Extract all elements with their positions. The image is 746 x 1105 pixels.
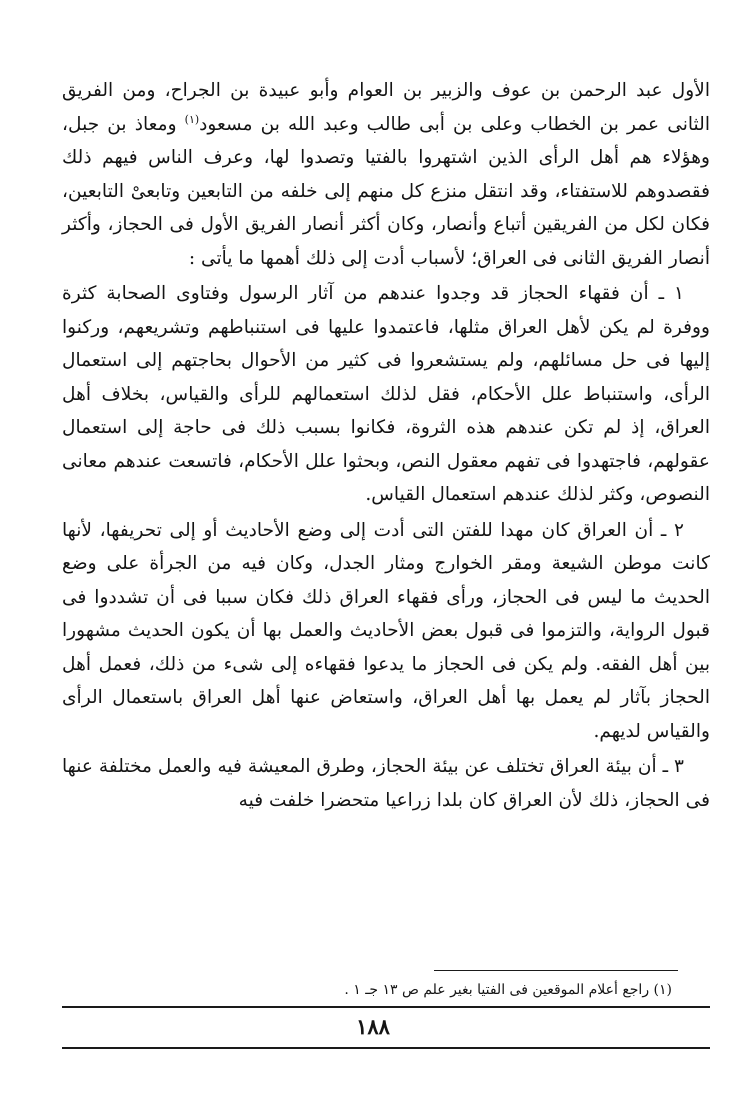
paragraph-reason-2: ٢ ـ أن العراق كان مهدا للفتن التى أدت إلى وضع الأحاديث أو إلى تحريفها، لأنها كانت موطن الشيعة ومقر الخوارج ومثار الجدل، وكان فيه من الجرأة على وضع الحديث ما ليس فى الحجاز، ورأى فقهاء العراق ذلك فكان سببا فى أن تشددوا فى قبول الرواية، والتزموا فى قبول بعض الأحاديث والعمل بها أن يكون الحديث مشهورا بين أهل الفقه. ولم يكن فى الحجاز ما يدعوا فقهاءه إلى شىء من ذلك، فعمل أهل الحجاز بآثار لم يعمل بها أهل العراق، واستعاض عنها أهل العراق باستعمال الرأى والقياس لديهم. [62, 519, 710, 742]
page-number: ١٨٨ [356, 1014, 390, 1039]
paragraph-reason-3: ٣ ـ أن بيئة العراق تختلف عن بيئة الحجاز، وطرق المعيشة فيه والعمل مختلفة عنها فى الحجاز، ذلك لأن العراق كان بلدا زراعيا متحضرا خلفت فيه [62, 756, 710, 811]
footnote-text: (١) راجع أعلام الموقعين فى الفتيا بغير علم ص ١٣ جـ ١ . [344, 982, 672, 998]
intro-text-part-2: ومعاذ بن جبل، وهؤلاء هم أهل الرأى الذين اشتهروا بالفتيا وتصدوا لها، وعرف الناس فيهم ذلك فقصدوهم للاستفتاء، وقد انتقل منزع كل منهم إلى خلفه من التابعين وتابعىْ التابعين، فكان لكل من الفريقين أتباع وأنصار، وكان أكثر أنصار الفريق الأول فى الحجاز، وأكثر أنصار الفريق الثانى فى العراق؛ لأسباب أدت إلى ذلك أهمها ما يأتى : [62, 113, 710, 269]
paragraph-intro [62, 74, 710, 275]
footnote-reference-1: (١) [184, 112, 200, 126]
page-number-rule-bottom [62, 1047, 710, 1049]
intro-text-part-1: الأول عبد الرحمن بن عوف والزبير بن العوام وأبو عبيدة بن الجراح، ومن الفريق الثانى عمر بن الخطاب وعلى بن أبى طالب وعبد الله بن مسعود [62, 80, 710, 135]
footnote-separator [434, 970, 678, 971]
page-number-rule-top [62, 1006, 710, 1008]
main-text-body [62, 74, 710, 817]
paragraph-reason-1: ١ ـ أن فقهاء الحجاز قد وجدوا عندهم من آثار الرسول وفتاوى الصحابة كثرة ووفرة لم يكن لأهل العراق مثلها، فاعتمدوا عليها فى استنباطهم وتشريعهم، وركنوا إليها فى حل مسائلهم، ولم يستشعروا فى كثير من الأحوال بحاجتهم إلى استعمال الرأى، واستنباط علل الأحكام، فقل لذلك استعمالهم للرأى والقياس، بخلاف أهل العراق، إذ لم تكن عندهم هذه الثروة، فكانوا بسبب ذلك فى حاجة إلى استعمال عقولهم، فاجتهدوا فى تفهم معقول النص، وبحثوا علل الأحكام، فاتسعت عندهم معانى النصوص، وكثر لذلك عندهم استعمال القياس. [62, 283, 710, 505]
